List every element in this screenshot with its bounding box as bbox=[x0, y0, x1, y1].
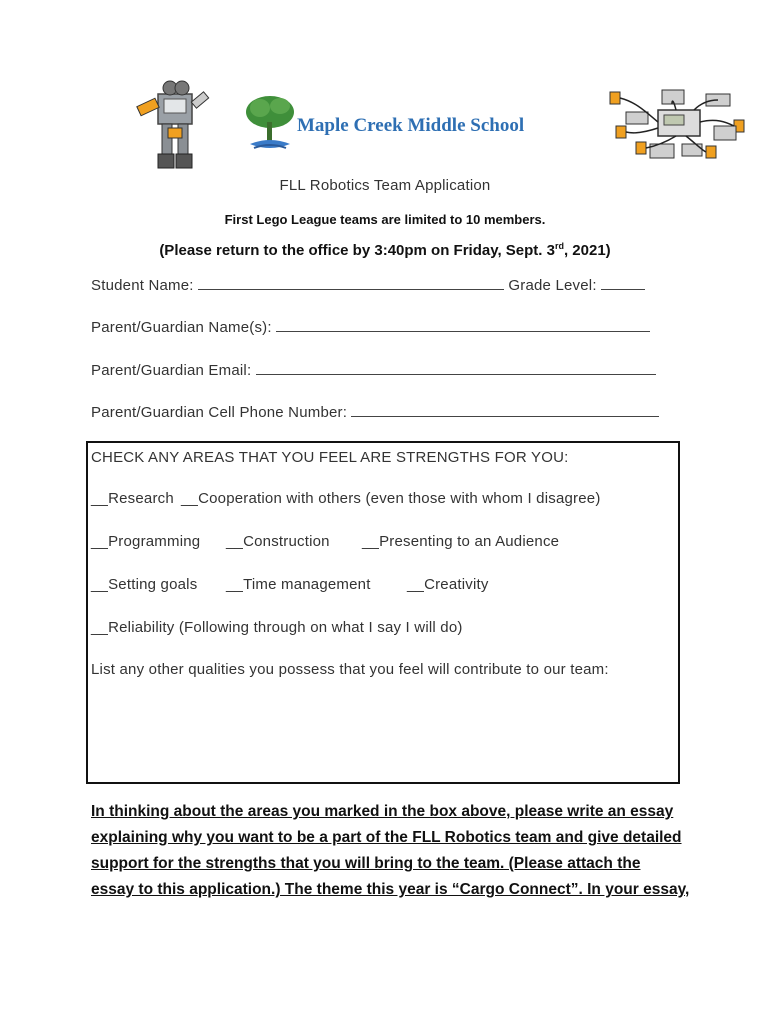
other-qualities-answer-area[interactable] bbox=[91, 690, 675, 776]
option-research[interactable]: __Research bbox=[91, 490, 174, 507]
parent-phone-blank[interactable] bbox=[351, 415, 659, 417]
school-name: Maple Creek Middle School bbox=[297, 115, 525, 136]
grade-level-blank[interactable] bbox=[601, 288, 645, 290]
strengths-heading: CHECK ANY AREAS THAT YOU FEEL ARE STRENGTHS FOR YOU: bbox=[91, 449, 569, 466]
option-setting-goals[interactable]: __Setting goals bbox=[91, 576, 198, 593]
student-name-blank[interactable] bbox=[198, 288, 504, 290]
return-note-text: (Please return to the office by 3:40pm on Friday, Sept. 3 bbox=[159, 242, 555, 259]
other-qualities-prompt: List any other qualities you possess that you feel will contribute to our team: bbox=[91, 661, 609, 678]
parent-email-label: Parent/Guardian Email: bbox=[91, 362, 252, 379]
return-note-superscript: rd bbox=[554, 241, 564, 251]
grade-level-label: Grade Level: bbox=[508, 277, 597, 294]
option-time-management[interactable]: __Time management bbox=[226, 576, 371, 593]
parent-email-blank[interactable] bbox=[256, 373, 656, 375]
essay-line: explaining why you want to be a part of the FLL Robotics team and give detailed bbox=[91, 829, 682, 846]
parent-email-field bbox=[91, 362, 656, 379]
essay-line: In thinking about the areas you marked in the box above, please write an essay bbox=[91, 803, 674, 820]
option-programming[interactable]: __Programming bbox=[91, 533, 201, 550]
student-name-field bbox=[91, 277, 645, 294]
option-reliability[interactable]: __Reliability (Following through on what I say I will do) bbox=[91, 619, 463, 636]
parent-name-blank[interactable] bbox=[276, 330, 650, 332]
essay-line: support for the strengths that you will bring to the team. (Please attach the bbox=[91, 855, 641, 872]
student-name-label: Student Name: bbox=[91, 277, 194, 294]
return-deadline-note bbox=[0, 241, 770, 259]
tree-logo bbox=[244, 92, 296, 156]
option-construction[interactable]: __Construction bbox=[226, 533, 330, 550]
form-title: FLL Robotics Team Application bbox=[279, 177, 491, 194]
robot-image bbox=[128, 76, 220, 178]
essay-line: essay to this application.) The theme this year is “Cargo Connect”. In your essay, bbox=[91, 881, 690, 898]
essay-instructions bbox=[91, 799, 691, 903]
lego-components-image bbox=[606, 82, 756, 168]
option-cooperation[interactable]: __Cooperation with others (even those with whom I disagree) bbox=[181, 490, 601, 507]
return-note-text-end: , 2021) bbox=[563, 242, 611, 259]
team-limit-note: First Lego League teams are limited to 10 members. bbox=[224, 212, 546, 227]
option-presenting[interactable]: __Presenting to an Audience bbox=[362, 533, 560, 550]
parent-phone-label: Parent/Guardian Cell Phone Number: bbox=[91, 404, 348, 421]
option-creativity[interactable]: __Creativity bbox=[407, 576, 489, 593]
parent-name-label: Parent/Guardian Name(s): bbox=[91, 319, 272, 336]
parent-phone-field bbox=[91, 404, 659, 421]
parent-name-field bbox=[91, 319, 650, 336]
